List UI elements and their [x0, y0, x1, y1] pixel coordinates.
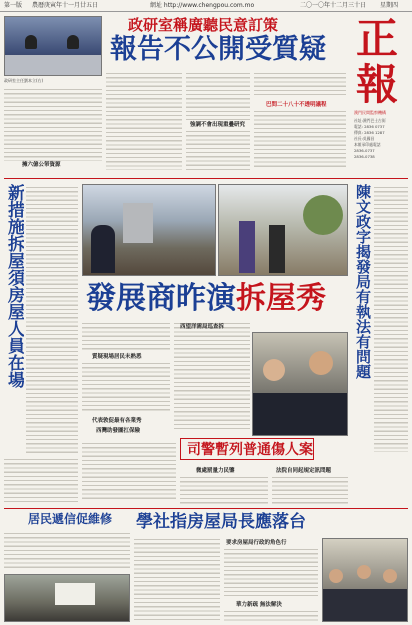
page-label: 第一版 [4, 2, 23, 9]
center-subhead-2: 西望洋需局巡查拆 [180, 324, 225, 330]
bottom-right-col-3 [224, 608, 318, 622]
top-story-col-4 [186, 128, 250, 170]
top-story-col-5 [254, 70, 346, 98]
weekday: 星期四 [380, 2, 399, 9]
middle-banner-headline: 司警暫列普通傷人案 [187, 442, 313, 458]
middle-col-2 [180, 474, 268, 504]
center-subhead-3: 代表敦促最有各業秀 [92, 418, 142, 424]
bottom-right-headline: 學社指房屋局長應落台 [136, 512, 306, 532]
gregorian-date: 二〇一〇年十二月三十日 [300, 2, 367, 9]
left-story-col [26, 184, 78, 454]
bottom-left-headline: 居民遞信促維修 [28, 512, 113, 526]
right-vertical-headline: 陳文政字揭發局有執法有問題 [352, 184, 372, 434]
middle-col-3 [272, 474, 348, 504]
masthead-logo [352, 16, 408, 176]
photo-caption: 政研室主任劉本立(右) [4, 78, 44, 83]
top-subhead-1: 擁六億公帑資源 [22, 162, 61, 168]
top-kicker: 政研室稱廣聽民意訂策 [128, 16, 279, 34]
masthead-tagline: 澳門民間監察機構 [354, 110, 386, 115]
section-divider [4, 178, 408, 179]
press-conference-photo [4, 16, 102, 76]
center-col-2 [82, 360, 170, 412]
center-col-3 [174, 320, 250, 432]
press-meeting-photo [322, 538, 408, 622]
bottom-right-subhead-2: 華力新疏 無法解決 [236, 602, 282, 608]
bottom-divider [4, 508, 408, 509]
masthead-char-1: 正 [356, 16, 399, 62]
center-subhead-4: 西灣助發圖扛保險 [96, 428, 141, 434]
top-story-col-1 [4, 86, 102, 161]
top-subhead-3: 強調不會出現重疊研究 [190, 122, 246, 128]
center-col-1 [82, 320, 170, 350]
top-headline: 報告不公開受質疑 [110, 34, 326, 65]
center-headline-part-a: 發展商昨演 [86, 282, 236, 316]
website-url: 網址 http://www.chengpou.com.mo [150, 2, 255, 9]
top-story-col-6 [254, 108, 346, 170]
middle-col-1 [82, 440, 176, 500]
bottom-right-col-2 [224, 546, 318, 596]
bottom-right-col-1 [134, 536, 220, 622]
bottom-right-subhead-1: 要求房屋局行政的角色行 [226, 540, 287, 546]
top-story-col-3 [186, 70, 250, 120]
masthead-info: 社址:澳門巴士古街 電話: 2836 0737 傳真: 2836 1287 社長:吳國昌 本報承印處電話 2836-0737 2836-0738 [354, 118, 386, 159]
middle-subhead-2: 法院自同起規定訊問題 [276, 468, 332, 474]
demolition-photo-1 [82, 184, 216, 276]
right-story-col [374, 184, 408, 452]
bottom-left-col [4, 530, 130, 570]
left-vertical-headline: 新措施拆屋須房屋人員在場 [4, 184, 24, 388]
middle-banner [180, 438, 314, 460]
masthead-char-2: 報 [356, 62, 399, 108]
interview-photo [252, 332, 348, 436]
top-subhead-2: 巴問二十八十不透明議程 [266, 102, 327, 108]
left-lower-col [4, 456, 78, 504]
center-headline-part-b: 拆屋秀 [236, 282, 326, 316]
masthead-bar [0, 0, 412, 12]
middle-subhead-1: 微處罰量力民鑒 [196, 468, 235, 474]
top-story-col-2 [106, 70, 182, 170]
demolition-photo-2 [218, 184, 348, 276]
center-headline [86, 282, 326, 316]
lunar-date: 農曆庚寅年十一月廿五日 [32, 2, 99, 9]
residents-letter-photo [4, 574, 130, 622]
center-subhead-1: 質疑現場居民未熟悉 [92, 354, 142, 360]
